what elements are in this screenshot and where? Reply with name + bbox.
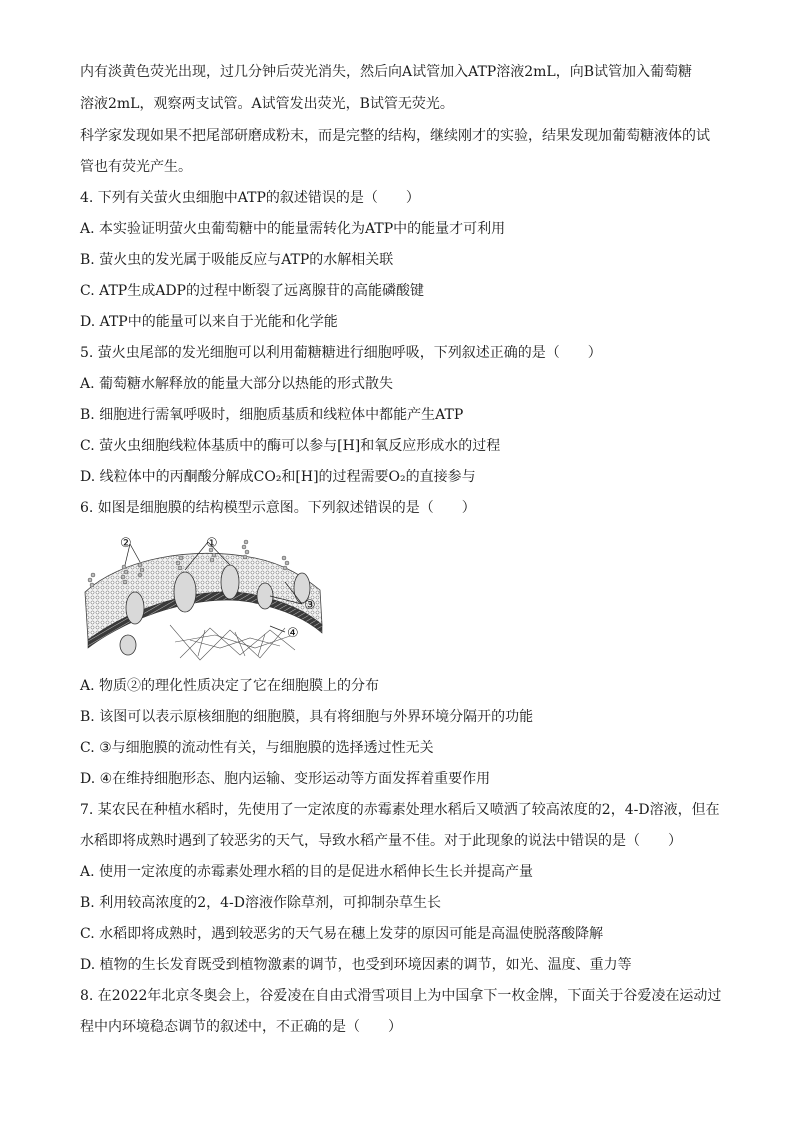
figure-label-1: ①	[206, 536, 218, 551]
q4-stem: 4. 下列有关萤火虫细胞中ATP的叙述错误的是（ ）	[80, 190, 420, 206]
q7-option-d: D. 植物的生长发育既受到植物激素的调节，也受到环境因素的调节，如光、温度、重力等	[80, 957, 632, 973]
q6-option-b: B. 该图可以表示原核细胞的细胞膜，具有将细胞与外界环境分隔开的功能	[80, 709, 534, 725]
intro-line: 内有淡黄色荧光出现，过几分钟后荧光消失，然后向A试管加入ATP溶液2mL，向B试管加入葡萄糖	[80, 64, 692, 80]
intro-line: 管也有荧光产生。	[80, 159, 192, 175]
q8-stem-line: 程中内环境稳态调节的叙述中，不正确的是（ ）	[80, 1019, 402, 1035]
q7-option-b: B. 利用较高浓度的2，4-D溶液作除草剂，可抑制杂草生长	[80, 895, 441, 911]
q8-stem-line: 8. 在2022年北京冬奥会上，谷爱凌在自由式滑雪项目上为中国拿下一枚金牌，下面关于谷爱凌在运动过	[80, 988, 722, 1004]
q5-option-c: C. 萤火虫细胞线粒体基质中的酶可以参与[H]和氧反应形成水的过程	[80, 438, 501, 454]
figure-label-4: ④	[287, 626, 299, 641]
q4-option-b: B. 萤火虫的发光属于吸能反应与ATP的水解相关联	[80, 252, 394, 268]
q5-option-b: B. 细胞进行需氧呼吸时，细胞质基质和线粒体中都能产生ATP	[80, 407, 464, 423]
figure-label-2: ②	[120, 536, 132, 551]
q5-option-d: D. 线粒体中的丙酮酸分解成CO₂和[H]的过程需要O₂的直接参与	[80, 469, 476, 485]
q7-stem-line: 7. 某农民在种植水稻时，先使用了一定浓度的赤霉素处理水稻后又喷洒了较高浓度的2，4-D溶液，但在	[80, 802, 720, 818]
q6-option-c: C. ③与细胞膜的流动性有关，与细胞膜的选择透过性无关	[80, 740, 434, 756]
q5-stem: 5. 萤火虫尾部的发光细胞可以利用葡糖糖进行细胞呼吸，下列叙述正确的是（ ）	[80, 345, 602, 361]
q7-stem-line: 水稻即将成熟时遇到了较恶劣的天气，导致水稻产量不佳。对于此现象的说法中错误的是（ ）	[80, 833, 682, 849]
cell-membrane-figure	[80, 530, 330, 665]
intro-line: 科学家发现如果不把尾部研磨成粉末，而是完整的结构，继续刚才的实验，结果发现加葡萄糖液体的试	[80, 128, 710, 144]
q6-option-d: D. ④在维持细胞形态、胞内运输、变形运动等方面发挥着重要作用	[80, 771, 491, 787]
q4-option-c: C. ATP生成ADP的过程中断裂了远离腺苷的高能磷酸键	[80, 283, 424, 299]
q6-stem: 6. 如图是细胞膜的结构模型示意图。下列叙述错误的是（ ）	[80, 500, 476, 516]
q4-option-d: D. ATP中的能量可以来自于光能和化学能	[80, 314, 338, 330]
cytoskeleton-mesh	[170, 625, 295, 660]
q7-option-c: C. 水稻即将成熟时，遇到较恶劣的天气易在穗上发芽的原因可能是高温使脱落酸降解	[80, 926, 604, 942]
q6-option-a: A. 物质②的理化性质决定了它在细胞膜上的分布	[80, 678, 380, 694]
q5-option-a: A. 葡萄糖水解释放的能量大部分以热能的形式散失	[80, 376, 394, 392]
q7-option-a: A. 使用一定浓度的赤霉素处理水稻的目的是促进水稻伸长生长并提高产量	[80, 864, 534, 880]
q4-option-a: A. 本实验证明萤火虫葡萄糖中的能量需转化为ATP中的能量才可利用	[80, 221, 506, 237]
intro-line: 溶液2mL，观察两支试管。A试管发出荧光，B试管无荧光。	[80, 96, 454, 112]
figure-label-3: ③	[304, 598, 316, 613]
